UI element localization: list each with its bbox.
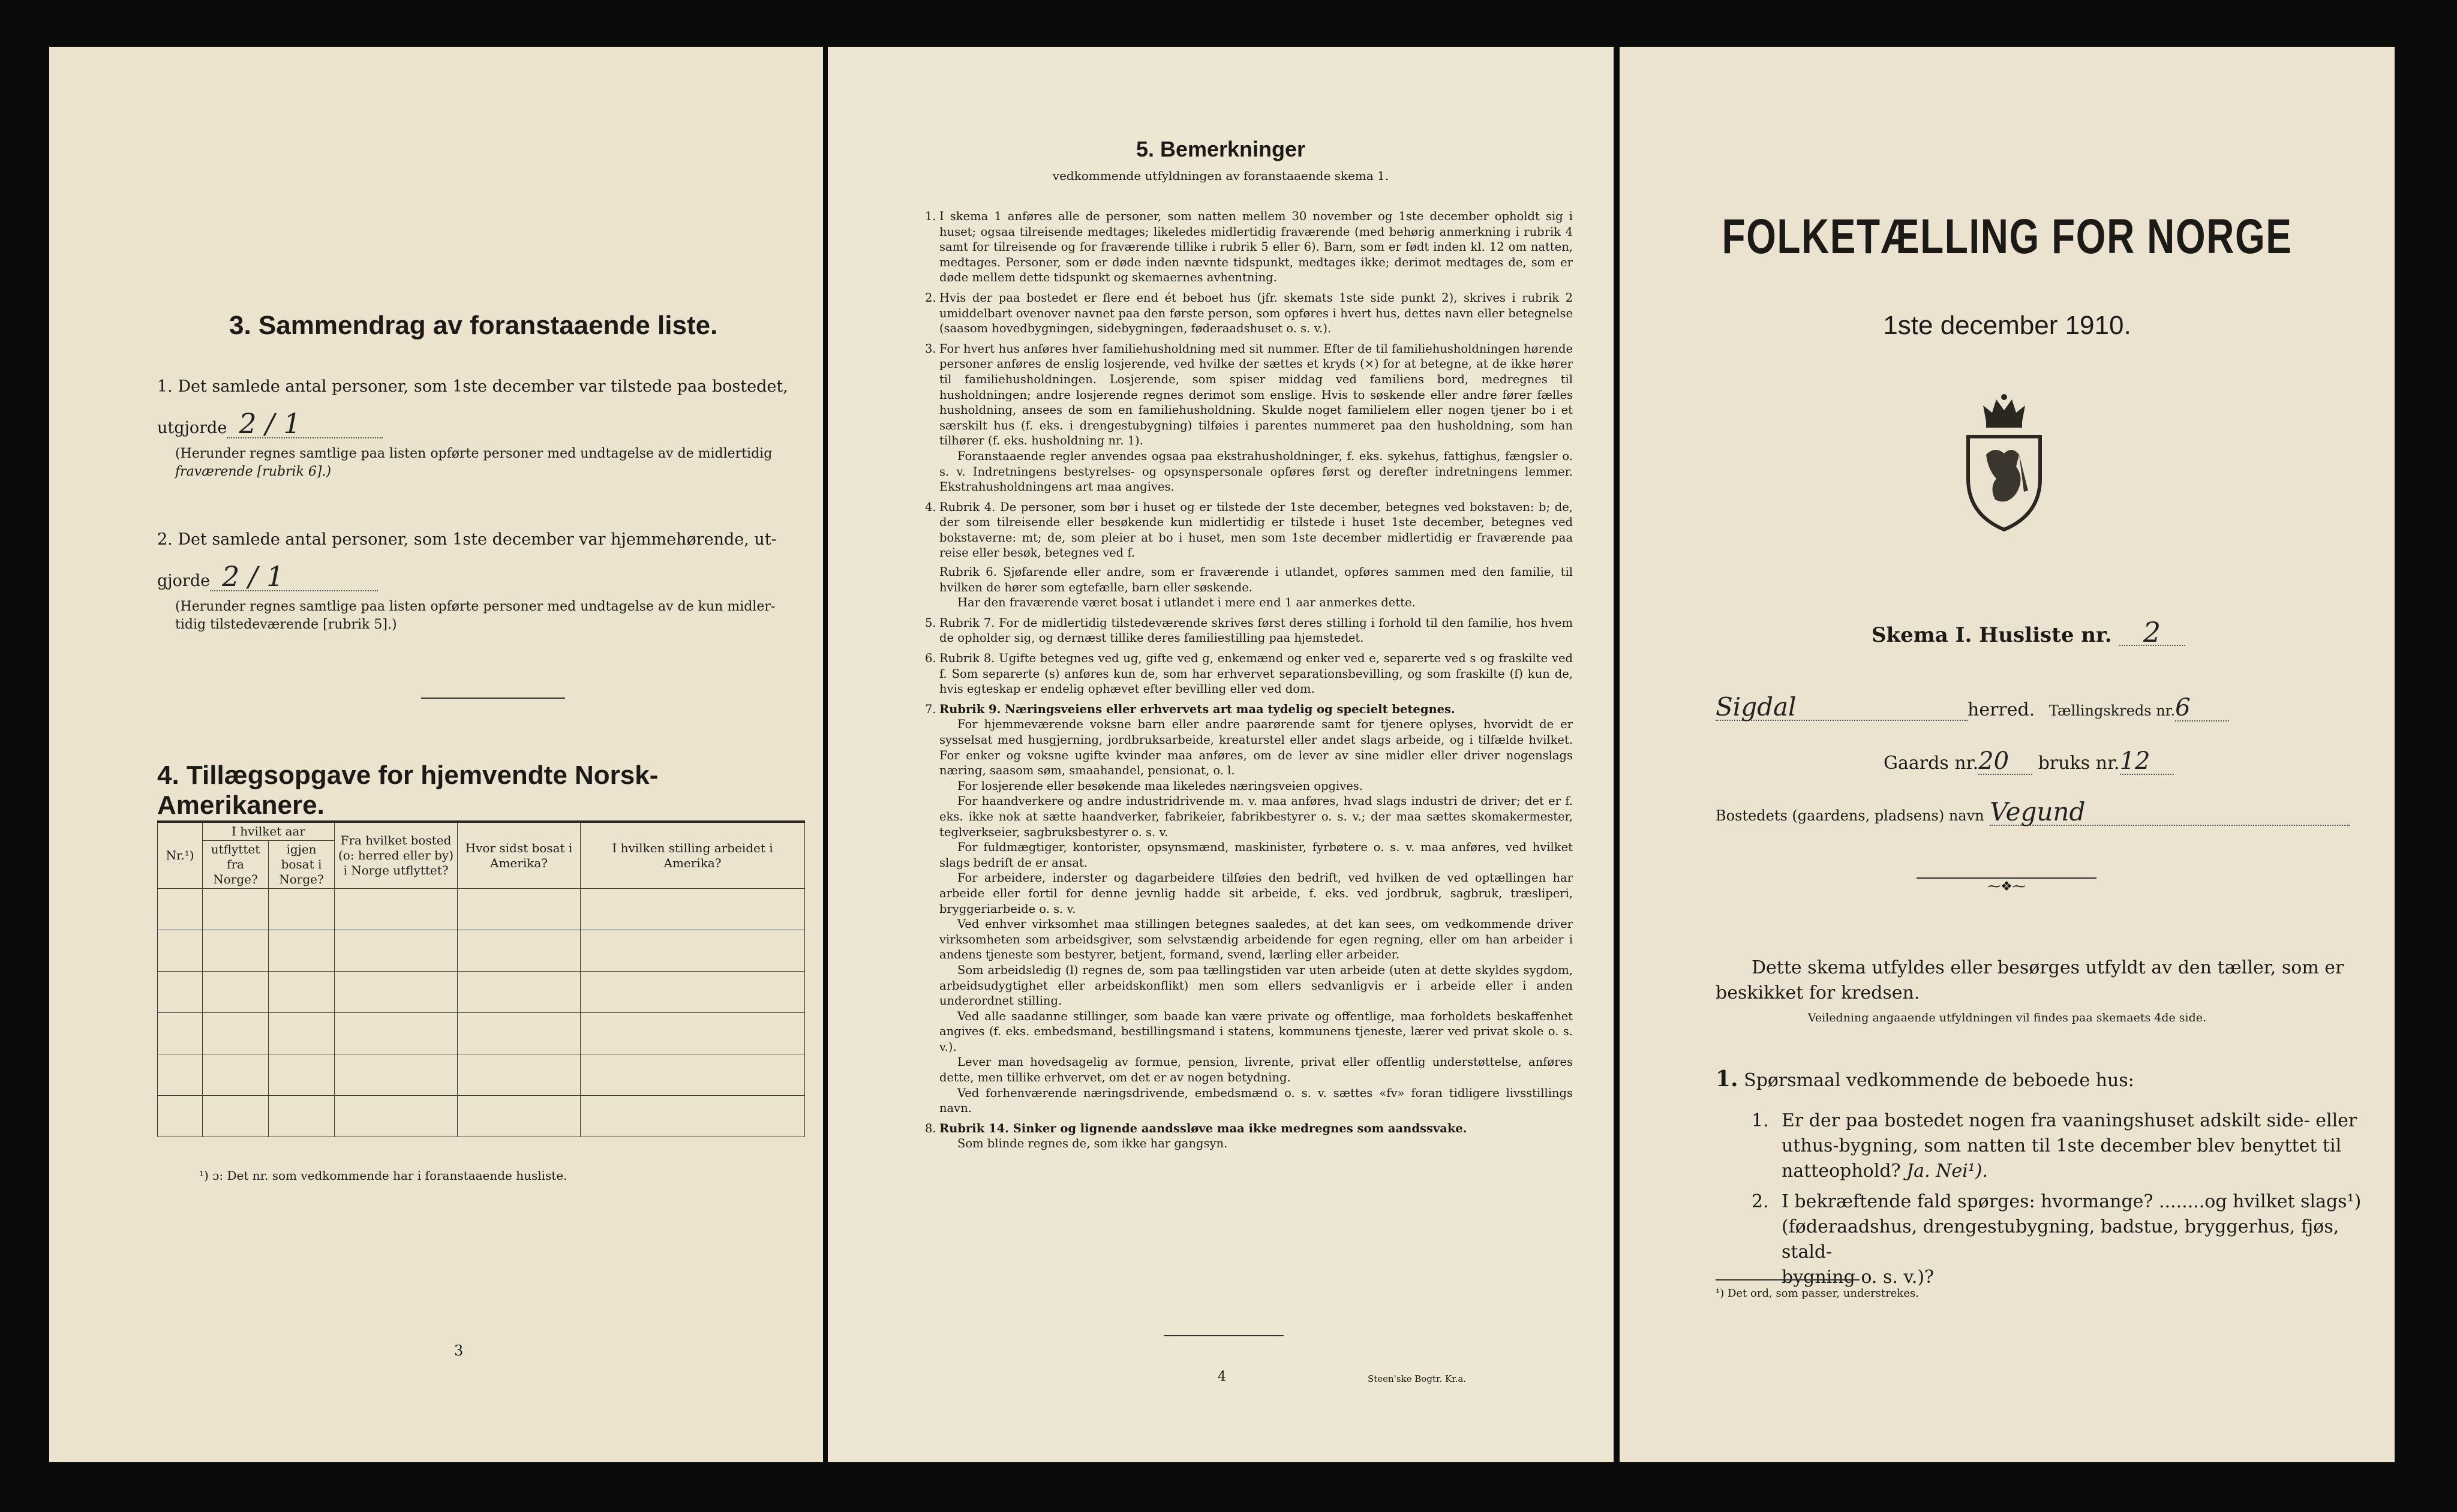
col-group-year: I hvilket aar <box>203 822 335 841</box>
bemerkninger-subtitle: vedkommende utfyldningen av foranstaaende skema 1. <box>1052 169 1389 183</box>
remark-8: 8. Rubrik 14. Sinker og lignende aandssløve maa ikke medregnes som aandssvake. Som blinde regnes de, som ikke har gangsyn. <box>925 1121 1467 1151</box>
col-utflyttet: utflyttet fra Norge? <box>203 841 269 889</box>
intro-text: Dette skema utfyldes eller besørges utfyldt av den tæller, som er beskikket for kredsen. <box>1716 957 2344 1003</box>
remark-7: 7. Rubrik 9. Næringsveiens eller erhvervets art maa tydelig og specielt betegnes. For hjemmeværende voksne barn eller andre paarørende samt for tjenere oplyses, hvorvidt de er sysselsat med husgjerning, jordbruksarbeide, kreaturstel eller andet slags arbeide, og i tilfælde hvilket. For enker og voksne ugifte kvinder maa anføres, om de lever av sine midler eller driver nogenslags næring, saasom søm, smaahandel, pensionat, o. l. For losjerende eller besøkende maa likeledes næringsveien opgives. For haandverkere og andre industridrivende m. v. maa anføres, hvad slags industri de driver; det er f. eks. ikke nok at sætte haandverker, fabrikeier, fabrikbestyrer o. s. v.; der maa sættes skomakermester, teglverkseier, sagbruksbestyrer o. s. v. For fuldmægtiger, kontorister, opsynsmænd, maskinister, fyrbøtere o. s. v. maa anføres, ved hvilket slags bedrift de er ansat. For arbeidere, inderster og dagarbeidere tilføies den bedrift, ved hvilken de ved optællingen har arbeide eller fortil for denne jevnlig hadde sit arbeide, f. eks. ved jordbruk, sagbruk, træsliperi, bryggeriarbeide o. s. v. Ved enhver virksomhet maa stillingen betegnes saaledes, at det kan sees, om vedkommende driver virksomheten som arbeidsgiver, som selvstændig arbeidende for egen regning, eller om han arbeider i andens tjeneste som bestyrer, betjent, formand, svend, lærling eller arbeider. Som arbeidsledig (l) regnes de, som paa tællingstiden var uten arbeide (uten at dette skyldes sygdom, arbeidsudygtighet eller arbeidskonflikt) men som ellers sedvanligvis er i arbeide eller i anden underordnet stilling. Ved alle saadanne stillinger, som baade kan være private og offentlige, maa forholdets beskaffenhet angives (f. eks. embedsmand, bestillingsmand i statens, kommunens tjeneste, lærer ved privat skole o. s. v.). Lever man hovedsagelig av formue, pension, livrente, privat eller offentlig understøttelse, anføres dette, men tillike erhvervet, om det er av nogen betydning. Ved forhenværende næringsdrivende, embedsmænd o. s. v. sættes «fv» foran tidligere livsstillings navn. <box>925 702 1573 1116</box>
gaards-value: 20 <box>1978 749 2032 775</box>
col-hvor: Hvor sidst bosat i Amerika? <box>458 822 581 889</box>
item-1-handwritten-count: 2 / 1 <box>227 410 383 438</box>
census-date: 1ste december 1910. <box>1883 311 2131 340</box>
bruks-value: 12 <box>2120 749 2174 775</box>
section-4-title: 4. Tillægsopgave for hjemvendte Norsk-Amerikanere. <box>157 760 659 820</box>
printer-imprint: Steen'ske Bogtr. Kr.a. <box>1368 1373 1467 1384</box>
table-row <box>158 1096 805 1137</box>
bosted-line: Bostedets (gaardens, pladsens) navn Vegund <box>1716 799 2375 828</box>
q1-answer: Ja. Nei¹). <box>1906 1161 1989 1182</box>
col-stilling: I hvilken stilling arbeidet i Amerika? <box>581 822 805 889</box>
divider <box>421 698 565 699</box>
bosted-value: Vegund <box>1990 799 2350 826</box>
remark-6: 6. Rubrik 8. Ugifte betegnes ved ug, gifte ved g, enkemænd og enker ved e, separerte ved s og fraskilte ved f. Som separerte (s) anføres kun de, som har erhvervet separationsbevilling, og som fraskilte (f) kun de, hvis egteskap er endelig ophævet efter bevilling eller ved dom. <box>925 651 1573 696</box>
question-2: 2. I bekræftende fald spørges: hvormange? ........og hvilket slags¹) (føderaadshus, drengestubygning, badstue, bryggerhus, fjøs, stald- bygning o. s. v.)? <box>1752 1191 2362 1288</box>
item-1-text: Det samlede antal personer, som 1ste december var tilstede paa bostedet, <box>178 377 788 396</box>
divider <box>1164 1335 1284 1336</box>
summary-item-1: 1. Det samlede antal personer, som 1ste december var tilstede paa bostedet, utgjorde 2 / 1 (Herunder regnes samtlige paa listen opførte personer med undtagelse av de midlertidig fraværende [rubrik 6].) <box>157 377 788 479</box>
husliste-number: 2 <box>2119 620 2185 646</box>
item-2-handwritten-count: 2 / 1 <box>210 563 378 591</box>
kreds-value: 6 <box>2175 695 2229 722</box>
item-2-text: Det samlede antal personer, som 1ste december var hjemmehørende, ut- <box>178 530 777 549</box>
questions-heading: 1. Spørsmaal vedkommende de beboede hus: <box>1716 1066 2134 1092</box>
col-nr: Nr.¹) <box>158 822 203 889</box>
gaards-line: Gaards nr.20 bruks nr.12 <box>1884 749 2174 776</box>
herred-line: Sigdal herred. Tællingskreds nr.6 <box>1716 695 2375 723</box>
remark-1: 1. I skema 1 anføres alle de personer, som natten mellem 30 november og 1ste december opholdt sig i huset; ogsaa tilreisende medtages; likeledes midlertidig fraværende (med behørig anmerkning i rubrik 4 samt for tilreisende og for fraværende tillike i rubrik 5 eller 6). Barn, som er født inden kl. 12 om natten, medtages. Personer, som er døde inden nævnte tidspunkt, medtages ikke; derimot medtages de, som er døde mellem dette tidspunkt og skemaernes avhentning. <box>925 209 1573 285</box>
table-row <box>158 1054 805 1096</box>
page-4 <box>828 47 1614 1462</box>
title-page <box>1620 47 2395 1462</box>
table-row <box>158 889 805 930</box>
remark-4: 4. Rubrik 4. De personer, som bør i huset og er tilstede der 1ste december, betegnes ved bokstaven: b; de, der som tilreisende eller besøkende kun midlertidig er tilstede i huset 1ste december, betegnes ved bokstaverne: mt; de, som pleier at bo i huset, men som 1ste december midlertidig er fraværende paa reise eller besøk, betegnes ved f. Rubrik 6. Sjøfarende eller andre, som er fraværende i utlandet, opføres sammen med den familie, til hvilken de hører som egtefælle, barn eller søskende. Har den fraværende været bosat i utlandet i mere end 1 aar anmerkes dette. <box>925 500 1573 610</box>
divider-ornament: ⁓❖⁓ <box>1987 879 2026 894</box>
page-number: 4 <box>1218 1369 1226 1384</box>
table-row <box>158 930 805 972</box>
divider <box>1716 1279 1860 1280</box>
veiledning-note: Veiledning angaaende utfyldningen vil findes paa skemaets 4de side. <box>1807 1011 2207 1024</box>
remark-3: 3. For hvert hus anføres hver familiehusholdning med sit nummer. Efter de til familiehusholdningen hørende personer anføres de enslig losjerende, ved hvilke der sættes et kryds (×) for at betegne, at de ikke hører til familiehusholdningen. Losjerende, som spiser middag ved familiens bord, medregnes til husholdningen; andre losjerende regnes derimot som enslige. Hvis to søskende eller andre fører fælles husholdning, ansees de som en familiehusholdning. Skulde noget familielem eller nogen tjener bo i et særskilt hus (f. eks. i drengestubygning) tilføies i parentes nummeret paa den husholdning, som han tilhører (f. eks. husholdning nr. 1). Foranstaaende regler anvendes ogsaa paa ekstrahusholdninger, f. eks. sykehus, fattighus, fængsler o. s. v. Indretningens bestyrelses- og opsynspersonale opføres først og derefter indretningens lemmer. Ekstrahusholdningens art maa angives. <box>925 341 1573 494</box>
question-1: 1. Er der paa bostedet nogen fra vaaningshuset adskilt side- eller uthus-bygning, som natten til 1ste december blev benyttet til natteophold? Ja. Nei¹). <box>1752 1110 2357 1182</box>
bemerkninger-title: 5. Bemerkninger <box>1136 137 1306 161</box>
remark-2: 2. Hvis der paa bostedet er flere end ét beboet hus (jfr. skemats 1ste side punkt 2), skrives i rubrik 2 umiddelbart ovenover navnet paa den første person, som opføres i hvert hus, dettes navn eller betegnelse (saasom hovedbygningen, sidebygningen, føderaadshuset o. s. v.). <box>925 290 1573 336</box>
page-number: 3 <box>454 1342 464 1359</box>
remarks-list <box>925 209 1573 1152</box>
table-footnote: ¹) ɔ: Det nr. som vedkommende har i foranstaaende husliste. <box>199 1168 567 1183</box>
coat-of-arms-icon <box>1959 389 2049 533</box>
page-footnote: ¹) Det ord, som passer, understrekes. <box>1716 1287 1919 1300</box>
remark-5: 5. Rubrik 7. For de midlertidig tilstedeværende skrives først deres stilling i forhold til den familie, hos hvem de opholder sig, og dernæst tillike deres familiestilling paa hjemstedet. <box>925 615 1573 645</box>
section-3-title: 3. Sammendrag av foranstaaende liste. <box>229 311 718 340</box>
divider <box>1917 877 2096 879</box>
summary-item-2: 2. Det samlede antal personer, som 1ste december var hjemmehørende, ut- gjorde 2 / 1 (Herunder regnes samtlige paa listen opførte personer med undtagelse av de kun midler- tidig tilstedeværende [rubrik 5].) <box>157 530 777 632</box>
page-3 <box>49 47 823 1462</box>
norsk-amerikanere-table <box>157 820 805 1137</box>
table-row <box>158 972 805 1013</box>
col-igjen: igjen bosat i Norge? <box>269 841 335 889</box>
herred-value: Sigdal <box>1716 695 1968 721</box>
table-row <box>158 1013 805 1054</box>
skema-label: Skema I. Husliste nr. 2 <box>1872 620 2185 648</box>
census-title: FOLKETÆLLING FOR NORGE <box>1722 209 2293 264</box>
col-fra: Fra hvilket bosted (o: herred eller by) i Norge utflyttet? <box>335 822 458 889</box>
